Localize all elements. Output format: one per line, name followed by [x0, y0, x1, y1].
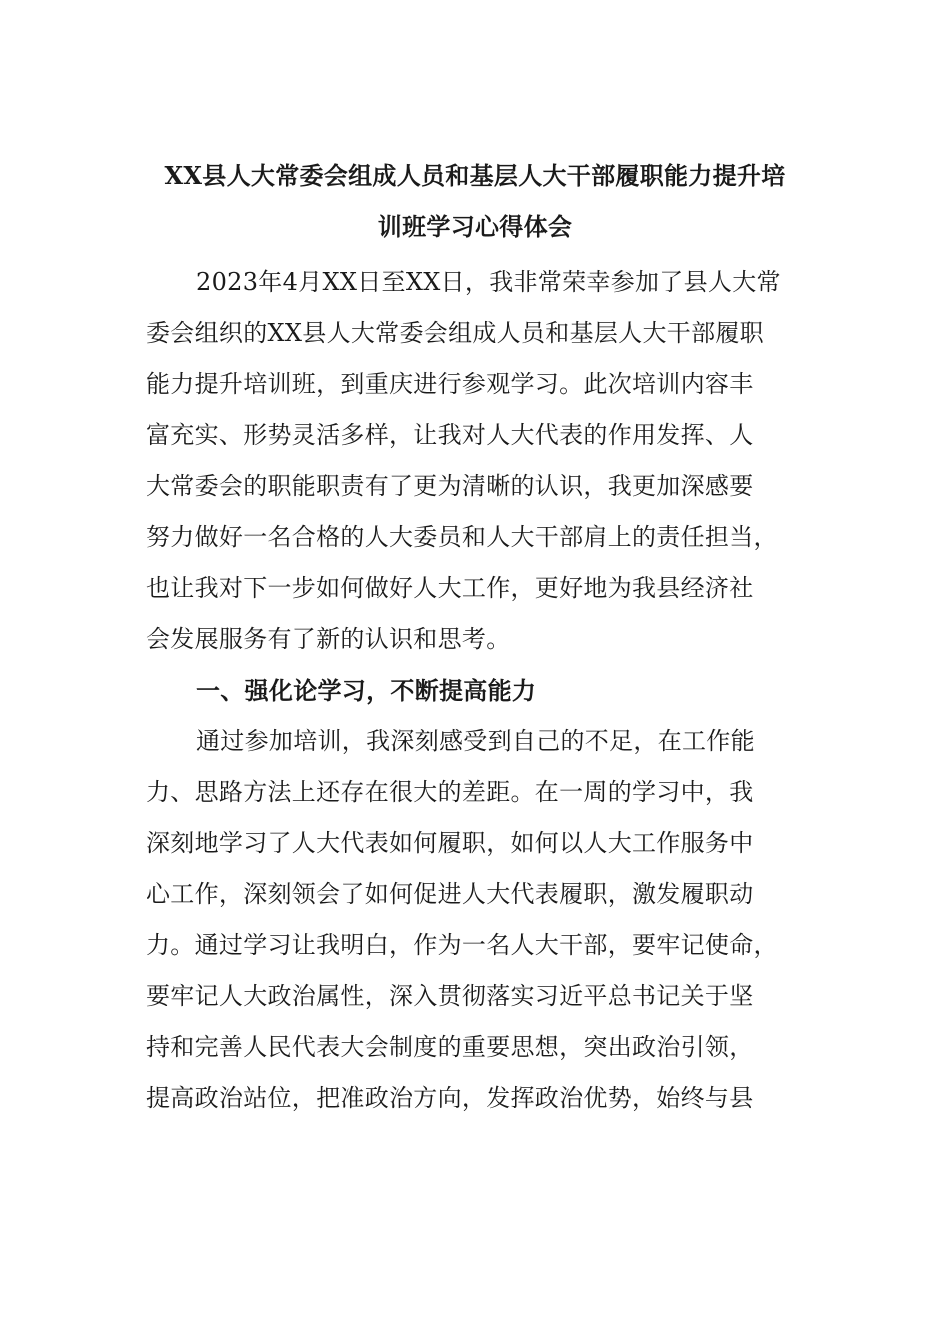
- title-line-2: 训班学习心得体会: [377, 212, 573, 241]
- paragraph-line: 心工作，深刻领会了如何促进人大代表履职，激发履职动: [146, 880, 754, 908]
- paragraph-line: 2023年4月XX日至XX日，我非常荣幸参加了县人大常: [196, 268, 781, 296]
- paragraph-line: 大常委会的职能职责有了更为清晰的认识，我更加深感要: [146, 472, 754, 500]
- paragraph-line: 持和完善人民代表大会制度的重要思想，突出政治引领，: [146, 1033, 754, 1061]
- paragraph-line: 深刻地学习了人大代表如何履职，如何以人大工作服务中: [146, 829, 754, 857]
- paragraph-line: 要牢记人大政治属性，深入贯彻落实习近平总书记关于坚: [146, 982, 754, 1010]
- paragraph-line: 富充实、形势灵活多样，让我对人大代表的作用发挥、人: [146, 421, 754, 449]
- paragraph-line: 通过参加培训，我深刻感受到自己的不足，在工作能: [196, 727, 755, 755]
- paragraph-line: 会发展服务有了新的认识和思考。: [146, 625, 511, 653]
- paragraph-line: 委会组织的XX县人大常委会组成人员和基层人大干部履职: [146, 319, 764, 347]
- paragraph-line: 能力提升培训班，到重庆进行参观学习。此次培训内容丰: [146, 370, 754, 398]
- title-line-1: XX县人大常委会组成人员和基层人大干部履职能力提升培: [164, 161, 786, 190]
- section-heading-1: 一、强化论学习，不断提高能力: [196, 676, 537, 705]
- document-title: [120, 150, 830, 252]
- paragraph-line: 也让我对下一步如何做好人大工作，更好地为我县经济社: [146, 574, 754, 602]
- paragraph-line: 努力做好一名合格的人大委员和人大干部肩上的责任担当，: [146, 523, 778, 551]
- paragraph-intro: [146, 257, 808, 1124]
- paragraph-line: 力。通过学习让我明白，作为一名人大干部，要牢记使命，: [146, 931, 778, 959]
- paragraph-line: 提高政治站位，把准政治方向，发挥政治优势，始终与县: [146, 1084, 754, 1112]
- paragraph-line: 力、思路方法上还存在很大的差距。在一周的学习中，我: [146, 778, 754, 806]
